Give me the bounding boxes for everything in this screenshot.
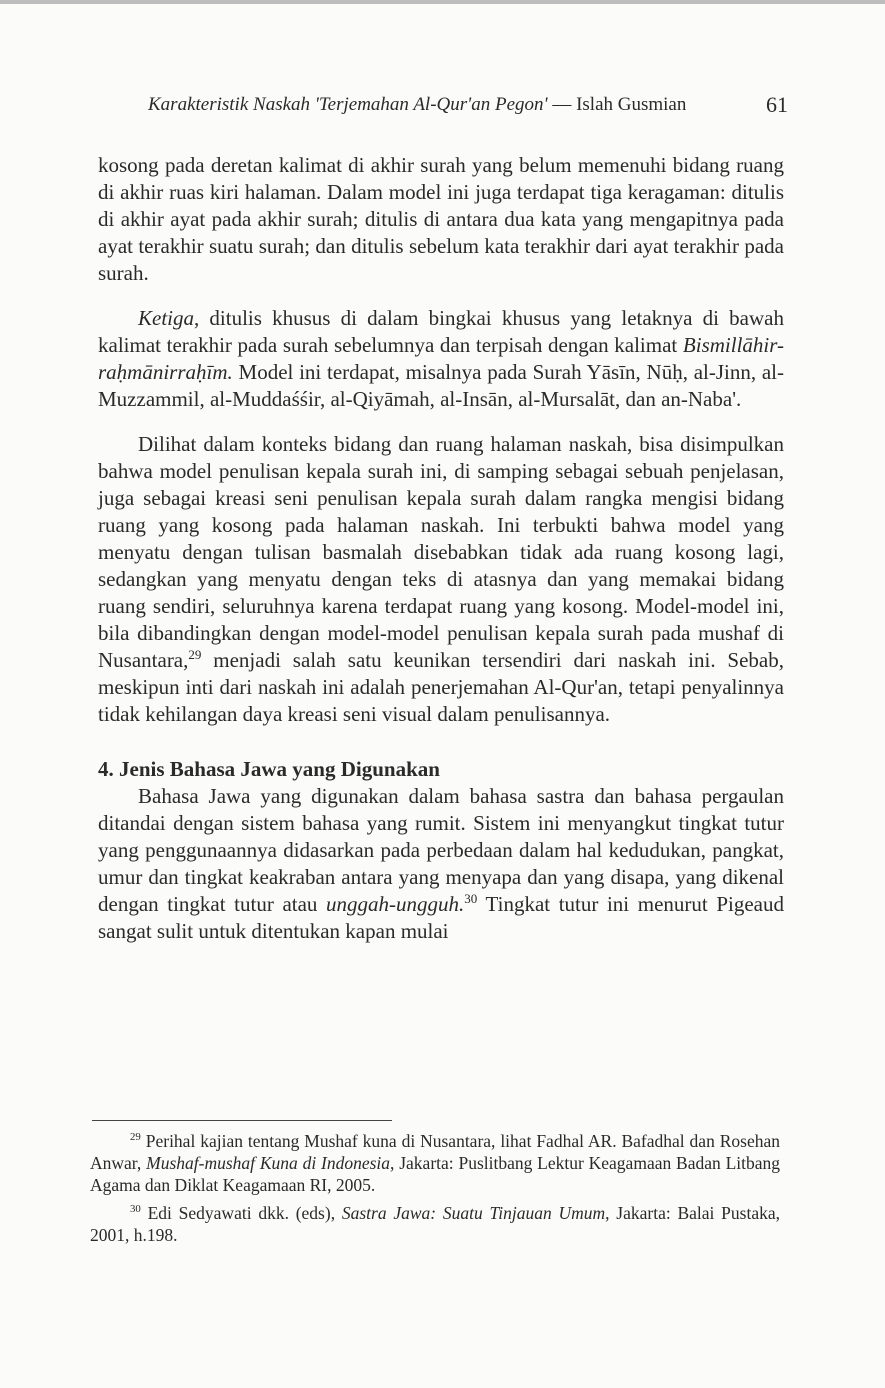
basmalah-term: Bismillāhir-raḥmānirraḥīm. xyxy=(98,333,784,384)
paragraph-3: Dilihat dalam konteks bidang dan ruang halaman naskah, bisa disimpulkan bahwa model penulisan kepala surah ini, di samping sebagai sebuah penjelasan, juga sebagai kreasi seni penulisan kepala surah dalam rangka mengisi bidang ruang yang kosong pada halaman naskah. Ini terbukti bahwa model yang menyatu dengan tulisan basmalah disebabkan tidak ada ruang kosong lagi, sedangkan yang menyatu dengan teks di atasnya dan yang memakai bidang ruang sendiri, seluruhnya karena terdapat ruang yang kosong. Model-model ini, bila dibandingkan dengan model-model penulisan kepala surah pada mushaf di Nusantara,$^{29}$ menjadi salah satu keunikan tersendiri dari naskah ini. Sebab, meskipun inti dari naskah ini adalah penerjemahan Al-Qur'an, tetapi penyalinnya tidak kehilangan daya kreasi seni visual dalam penulisannya. xyxy=(98,432,784,726)
unggah-ungguh-term: unggah-ungguh. xyxy=(326,892,465,916)
footnote-ref-30[interactable]: 30 xyxy=(464,891,478,906)
paragraph-2: Ketiga, ditulis khusus di dalam bingkai khusus yang letaknya di bawah kalimat terakhir pada surah sebelumnya dan terpisah dengan kalimat Bismillāhir-raḥmānirraḥīm. Model ini terdapat, misalnya pada Surah Yāsīn, Nūḥ, al-Jinn, al-Muzzammil, al-Muddaśśir, al-Qiyāmah, al-Insān, al-Mursalāt, dan an-Naba'. xyxy=(98,306,784,411)
footnote-30: $^{30}$ Edi Sedyawati dkk. (eds), Sastra Jawa: Suatu Tinjauan Umum, Jakarta: Balai Pustaka, 2001, h.198. xyxy=(90,1203,780,1245)
body-text xyxy=(98,152,784,945)
footnote-29: $^{29}$ Perihal kajian tentang Mushaf kuna di Nusantara, lihat Fadhal AR. Bafadhal dan Rosehan Anwar, Mushaf-mushaf Kuna di Indonesia, Jakarta: Puslitbang Lektur Keagamaan Badan Litbang Agama dan Diklat Keagamaan RI, 2005. xyxy=(90,1131,781,1195)
paragraph-4: Bahasa Jawa yang digunakan dalam bahasa sastra dan bahasa pergaulan ditandai dengan sistem bahasa yang rumit. Sistem ini menyangkut tingkat tutur yang penggunaannya didasarkan pada perbedaan dalam hal kedudukan, pangkat, umur dan tingkat keakraban antara yang menyapa dan yang disapa, yang dikenal dengan tingkat tutur atau unggah-ungguh.$^{30}$ Tingkat tutur ini menurut Pigeaud sangat sulit untuk ditentukan kapan mulai xyxy=(98,784,784,943)
footnote-30-title: Sastra Jawa: Suatu Tinjauan Umum xyxy=(341,1203,606,1223)
page-number: 61 xyxy=(766,92,788,117)
section-heading: 4. Jenis Bahasa Jawa yang Digunakan xyxy=(98,757,440,781)
running-header xyxy=(148,94,788,116)
header-title: Karakteristik Naskah 'Terjemahan Al-Qur'an Pegon' xyxy=(148,94,548,115)
footnote-ref-29[interactable]: 29 xyxy=(188,647,202,662)
footnote-29-title: Mushaf-mushaf Kuna di Indonesia xyxy=(146,1153,391,1173)
paragraph-2-lead: Ketiga xyxy=(138,306,194,330)
footnote-divider xyxy=(92,1120,392,1121)
footnote-29-number: 29 xyxy=(130,1131,141,1144)
header-author: — Islah Gusmian xyxy=(547,94,687,115)
paragraph-1: kosong pada deretan kalimat di akhir surah yang belum memenuhi bidang ruang di akhir ruas kiri halaman. Dalam model ini juga terdapat tiga keragaman: ditulis di akhir ayat pada akhir surah; ditulis di antara dua kata yang mengapitnya pada ayat terakhir suatu surah; dan ditulis sebelum kata terakhir dari ayat terakhir pada surah. xyxy=(98,153,784,285)
footnote-30-number: 30 xyxy=(130,1203,141,1216)
scan-top-edge xyxy=(0,0,885,4)
footnotes xyxy=(90,1130,780,1252)
